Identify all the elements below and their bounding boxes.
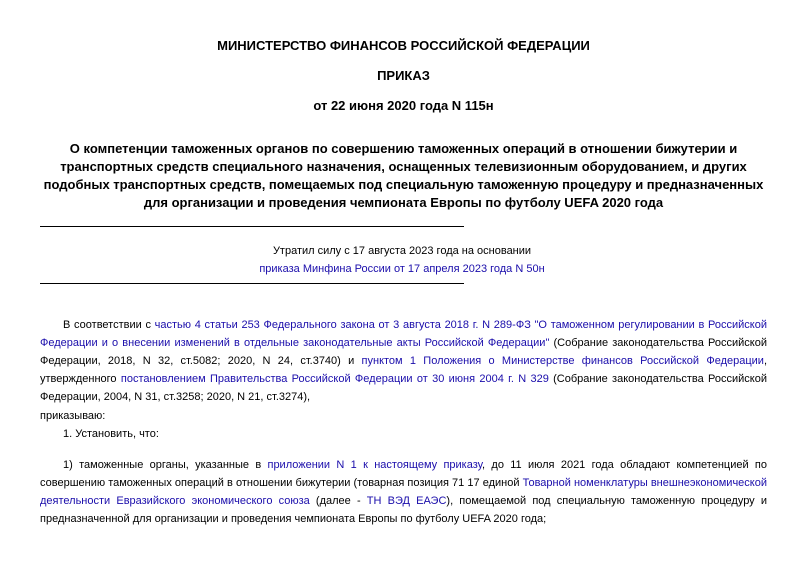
- subitem-text-4: ), помещаемой под специальную таможенную процедуру и предназначенной для организации и проведения чемпионата Европы по футболу UEFA 2020 года;: [40, 495, 767, 525]
- subitem-1-paragraph: [40, 456, 767, 528]
- preamble-text-2: (Собрание законодательства Российской Федерации, 2018, N 32, ст.5082; 2020, N 24, ст.3740) и: [40, 337, 767, 367]
- top-divider: [40, 226, 464, 227]
- preamble-text-4: (Собрание законодательства Российской Федерации, 2004, N 31, ст.3258; 2020, N 21, ст.3274),: [40, 373, 767, 403]
- preamble-text-3: , утвержденного: [40, 355, 767, 385]
- tnved-nomenclature-link[interactable]: Товарной номенклатуры внешнеэкономической деятельности Евразийского экономического союза: [40, 477, 767, 507]
- tnved-abbr-link[interactable]: ТН ВЭД ЕАЭС: [366, 495, 447, 507]
- preamble-paragraph: [40, 316, 767, 406]
- government-decree-link[interactable]: постановлением Правительства Российской Федерации от 30 июня 2004 г. N 329: [120, 373, 549, 385]
- status-note-text: Утратил силу с 17 августа 2023 года на основании: [272, 245, 532, 257]
- bottom-divider: [40, 283, 464, 284]
- date-number-heading: от 22 июня 2020 года N 115н: [313, 98, 494, 113]
- order-word: приказываю:: [40, 410, 106, 422]
- subitem-text-1: 1) таможенные органы, указанные в: [63, 459, 268, 471]
- status-note: [40, 242, 764, 278]
- subitem-text-2: , до 11 июля 2021 года обладают компетенцией по совершению таможенных операций в отношении бижутерии (товарная позиция 71 17 единой: [40, 459, 767, 489]
- appendix-1-link[interactable]: приложении N 1 к настоящему приказу: [267, 459, 483, 471]
- ministry-regulation-link[interactable]: пунктом 1 Положения о Министерстве финансов Российской Федерации: [361, 355, 764, 367]
- ministry-heading: МИНИСТЕРСТВО ФИНАНСОВ РОССИЙСКОЙ ФЕДЕРАЦИИ: [217, 38, 590, 53]
- status-note-link[interactable]: приказа Минфина России от 17 апреля 2023 года N 50н: [259, 263, 545, 275]
- law-289-link[interactable]: частью 4 статьи 253 Федерального закона от 3 августа 2018 г. N 289-ФЗ "О таможенном регулировании в Российской Федерации и о внесении изменений в отдельные законодательные акты Российской Федерации": [40, 319, 767, 349]
- preamble-text-1: В соответствии с: [63, 319, 155, 331]
- item-1: 1. Установить, что:: [63, 428, 159, 440]
- subitem-text-3: (далее -: [309, 495, 367, 507]
- doc-type-heading: ПРИКАЗ: [377, 68, 430, 83]
- document-title: О компетенции таможенных органов по совершению таможенных операций в отношении бижутерии и транспортных средств специального назначения, оснащенных телевизионным оборудованием, и других подобных транспортных средств, помещаемых под специальную таможенную процедуру и предназначенных для организации и проведения чемпионата Европы по футболу UEFA 2020 года: [43, 141, 764, 210]
